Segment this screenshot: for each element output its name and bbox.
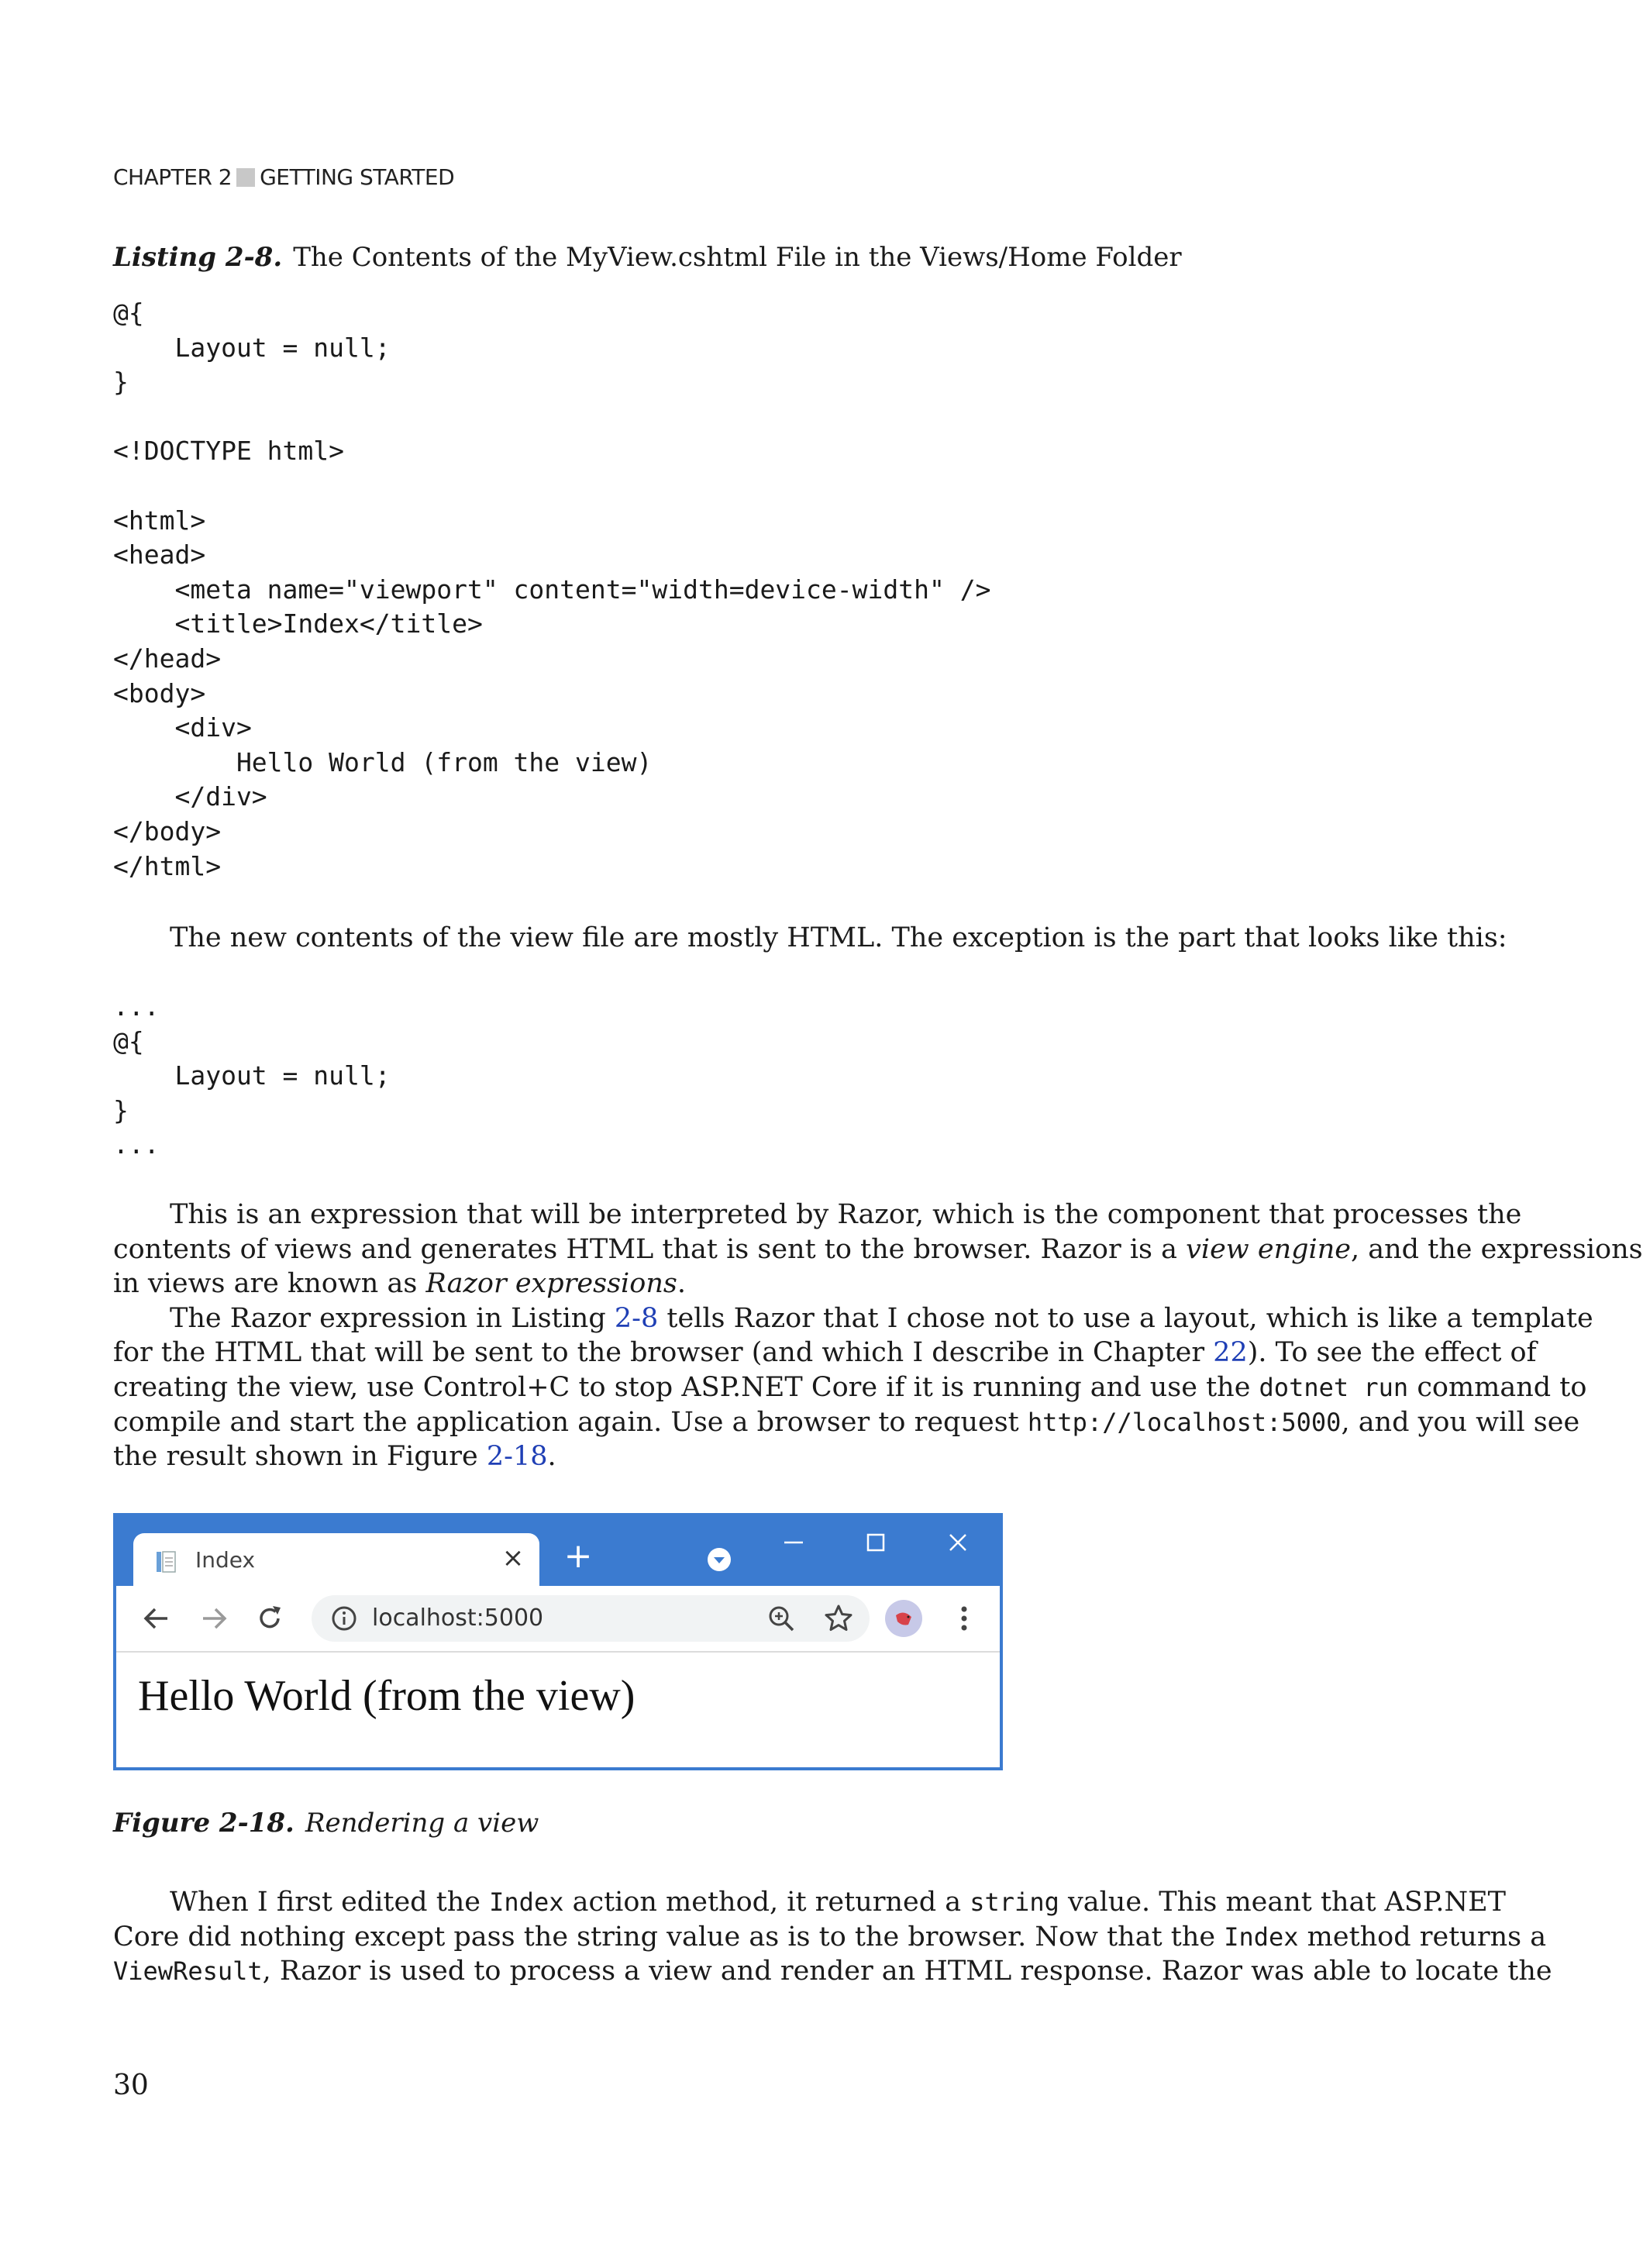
paragraph-4-line: When I first edited the Index action method, it returned a string value. This meant that ASP.NET xyxy=(170,1887,1506,1918)
code-snippet: ... @{ Layout = null; } ... xyxy=(113,991,391,1160)
paragraph-2 xyxy=(113,1198,1643,1474)
bookmark-star-icon[interactable] xyxy=(823,1603,854,1634)
listing-2-8-link[interactable]: 2-8 xyxy=(614,1302,659,1334)
paragraph-2-line: in views are known as Razor expressions. xyxy=(113,1268,686,1300)
inline-code-string: string xyxy=(970,1887,1059,1917)
inline-code-url: http://localhost:5000 xyxy=(1027,1407,1342,1437)
bird-icon xyxy=(885,1600,922,1637)
paragraph-4-line: Core did nothing except pass the string value as is to the browser. Now that the Index method returns a xyxy=(113,1921,1547,1953)
browser-titlebar xyxy=(116,1516,1000,1586)
running-header xyxy=(113,164,454,190)
inline-code-index: Index xyxy=(489,1887,564,1917)
inline-code-index: Index xyxy=(1224,1922,1299,1952)
paragraph-2-line: This is an expression that will be interpreted by Razor, which is the component that processes the xyxy=(170,1199,1522,1230)
address-bar[interactable] xyxy=(312,1595,870,1642)
browser-toolbar xyxy=(116,1586,1000,1653)
figure-2-18-link[interactable]: 2-18 xyxy=(486,1441,548,1473)
window-close-icon[interactable] xyxy=(942,1527,973,1558)
paragraph-1 xyxy=(113,921,1507,956)
header-separator-square xyxy=(236,168,255,187)
minimize-icon[interactable] xyxy=(778,1527,809,1558)
profile-avatar[interactable] xyxy=(885,1600,922,1637)
more-menu-icon[interactable] xyxy=(947,1601,981,1636)
tab-search-dropdown-icon[interactable] xyxy=(707,1547,732,1572)
listing-caption xyxy=(113,242,1182,273)
inline-code-dotnet-run: dotnet run xyxy=(1259,1372,1409,1402)
browser-screenshot xyxy=(113,1513,1003,1770)
browser-tab[interactable] xyxy=(133,1533,539,1586)
paragraph-2-line: contents of views and generates HTML that is sent to the browser. Razor is a view engine, and the expressions xyxy=(113,1233,1643,1265)
paragraph-4-line: ViewResult, Razor is used to process a view and render an HTML response. Razor was able to locate the xyxy=(113,1956,1552,1987)
listing-label: Listing 2-8. xyxy=(113,242,283,273)
figure-label: Figure 2-18. xyxy=(113,1808,294,1839)
maximize-icon[interactable] xyxy=(860,1527,891,1558)
inline-code-viewresult: ViewResult xyxy=(113,1956,263,1987)
document-icon xyxy=(155,1550,178,1573)
close-tab-icon[interactable]: × xyxy=(501,1542,525,1573)
paragraph-3-line: creating the view, use Control+C to stop ASP.NET Core if it is running and use the dotnet run command to xyxy=(113,1371,1587,1403)
paragraph-3-line: for the HTML that will be sent to the browser (and which I describe in Chapter 22). To see the effect of xyxy=(113,1337,1537,1369)
term-view-engine: view engine xyxy=(1186,1233,1351,1265)
listing-code: @{ Layout = null; } <!DOCTYPE html> <html> <head> <meta name="viewport" content="width=device-width" /> <title>Index</title> </head> <body> <div> Hello World (from the view) </div> </body> </html> xyxy=(113,298,991,881)
chapter-22-link[interactable]: 22 xyxy=(1213,1337,1248,1369)
tab-title: Index xyxy=(195,1547,256,1573)
forward-arrow-icon[interactable] xyxy=(197,1601,231,1636)
figure-title: Rendering a view xyxy=(305,1808,539,1839)
new-tab-icon[interactable]: + xyxy=(563,1536,593,1576)
address-url[interactable]: localhost:5000 xyxy=(372,1604,544,1632)
page-number: 30 xyxy=(113,2070,149,2101)
figure-caption xyxy=(113,1808,539,1839)
zoom-icon[interactable] xyxy=(766,1603,797,1634)
chapter-label: CHAPTER 2 xyxy=(113,164,232,190)
term-razor-expressions: Razor expressions xyxy=(425,1268,677,1300)
paragraph-3-line: compile and start the application again. Use a browser to request http://localhost:5000, and you will see xyxy=(113,1406,1580,1438)
reload-icon[interactable] xyxy=(253,1601,287,1636)
info-icon[interactable] xyxy=(330,1604,358,1632)
page-content-text: Hello World (from the view) xyxy=(138,1672,636,1720)
paragraph-3-line: the result shown in Figure 2-18. xyxy=(113,1441,556,1473)
paragraph-3-line: The Razor expression in Listing 2-8 tells Razor that I chose not to use a layout, which is like a template xyxy=(170,1302,1593,1334)
listing-title: The Contents of the MyView.cshtml File in the Views/Home Folder xyxy=(293,242,1182,273)
back-arrow-icon[interactable] xyxy=(140,1601,174,1636)
paragraph-4 xyxy=(113,1885,1552,1989)
section-label: GETTING STARTED xyxy=(260,164,455,190)
paragraph-1-text: The new contents of the view file are mostly HTML. The exception is the part that looks like this: xyxy=(170,922,1507,953)
